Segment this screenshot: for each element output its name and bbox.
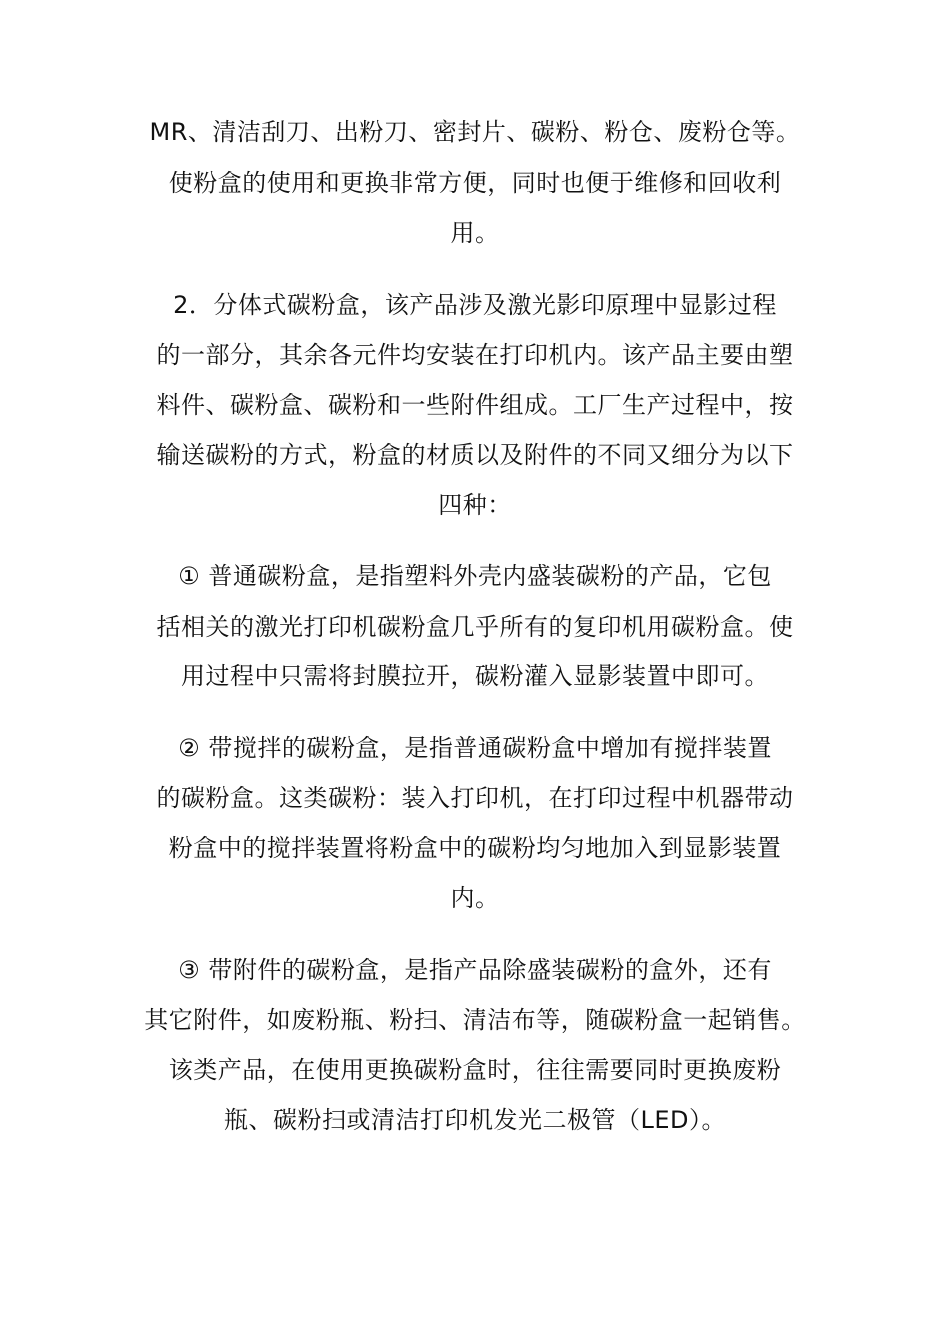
paragraph-5-line-1: ③ 带附件的碳粉盒，是指产品除盛装碳粉的盒外，还有: [178, 956, 772, 984]
paragraph-2-line-4: 输送碳粉的方式，粉盒的材质以及附件的不同又细分为以下: [156, 441, 794, 469]
paragraph-5-line-3: 该类产品，在使用更换碳粉盒时，往往需要同时更换废粉: [168, 1056, 782, 1084]
paragraph-3-line-2: 括相关的激光打印机碳粉盒几乎所有的复印机用碳粉盒。使: [156, 613, 794, 641]
paragraph-5-line-4: 瓶、碳粉扫或清洁打印机发光二极管（LED）。: [223, 1106, 726, 1134]
paragraph-4-line-3: 粉盒中的搅拌装置将粉盒中的碳粉均匀地加入到显影装置: [168, 834, 782, 862]
paragraph-4-line-2: 的碳粉盒。这类碳粉：装入打印机，在打印过程中机器带动: [156, 784, 794, 812]
paragraph-1-line-3: 用。: [450, 219, 500, 247]
paragraph-4-line-1: ② 带搅拌的碳粉盒，是指普通碳粉盒中增加有搅拌装置: [178, 734, 772, 762]
paragraph-5-line-2: 其它附件，如废粉瓶、粉扫、清洁布等，随碳粉盒一起销售。: [144, 1006, 806, 1034]
paragraph-3-line-1: ① 普通碳粉盒，是指塑料外壳内盛装碳粉的产品，它包: [178, 562, 772, 590]
paragraph-2-line-3: 料件、碳粉盒、碳粉和一些附件组成。工厂生产过程中，按: [156, 391, 794, 419]
paragraph-2-line-1: 2．分体式碳粉盒，该产品涉及激光影印原理中显影过程: [173, 291, 777, 319]
paragraph-1-line-2: 使粉盒的使用和更换非常方便，同时也便于维修和回收利: [168, 169, 782, 197]
paragraph-2-line-2: 的一部分，其余各元件均安装在打印机内。该产品主要由塑: [156, 341, 794, 369]
paragraph-4-line-4: 内。: [450, 884, 500, 912]
paragraph-3-line-3: 用过程中只需将封膜拉开，碳粉灌入显影装置中即可。: [181, 662, 769, 690]
paragraph-1-line-1: MR、清洁刮刀、出粉刀、密封片、碳粉、粉仓、废粉仓等。: [149, 118, 801, 146]
paragraph-2-line-5: 四种：: [438, 491, 512, 519]
